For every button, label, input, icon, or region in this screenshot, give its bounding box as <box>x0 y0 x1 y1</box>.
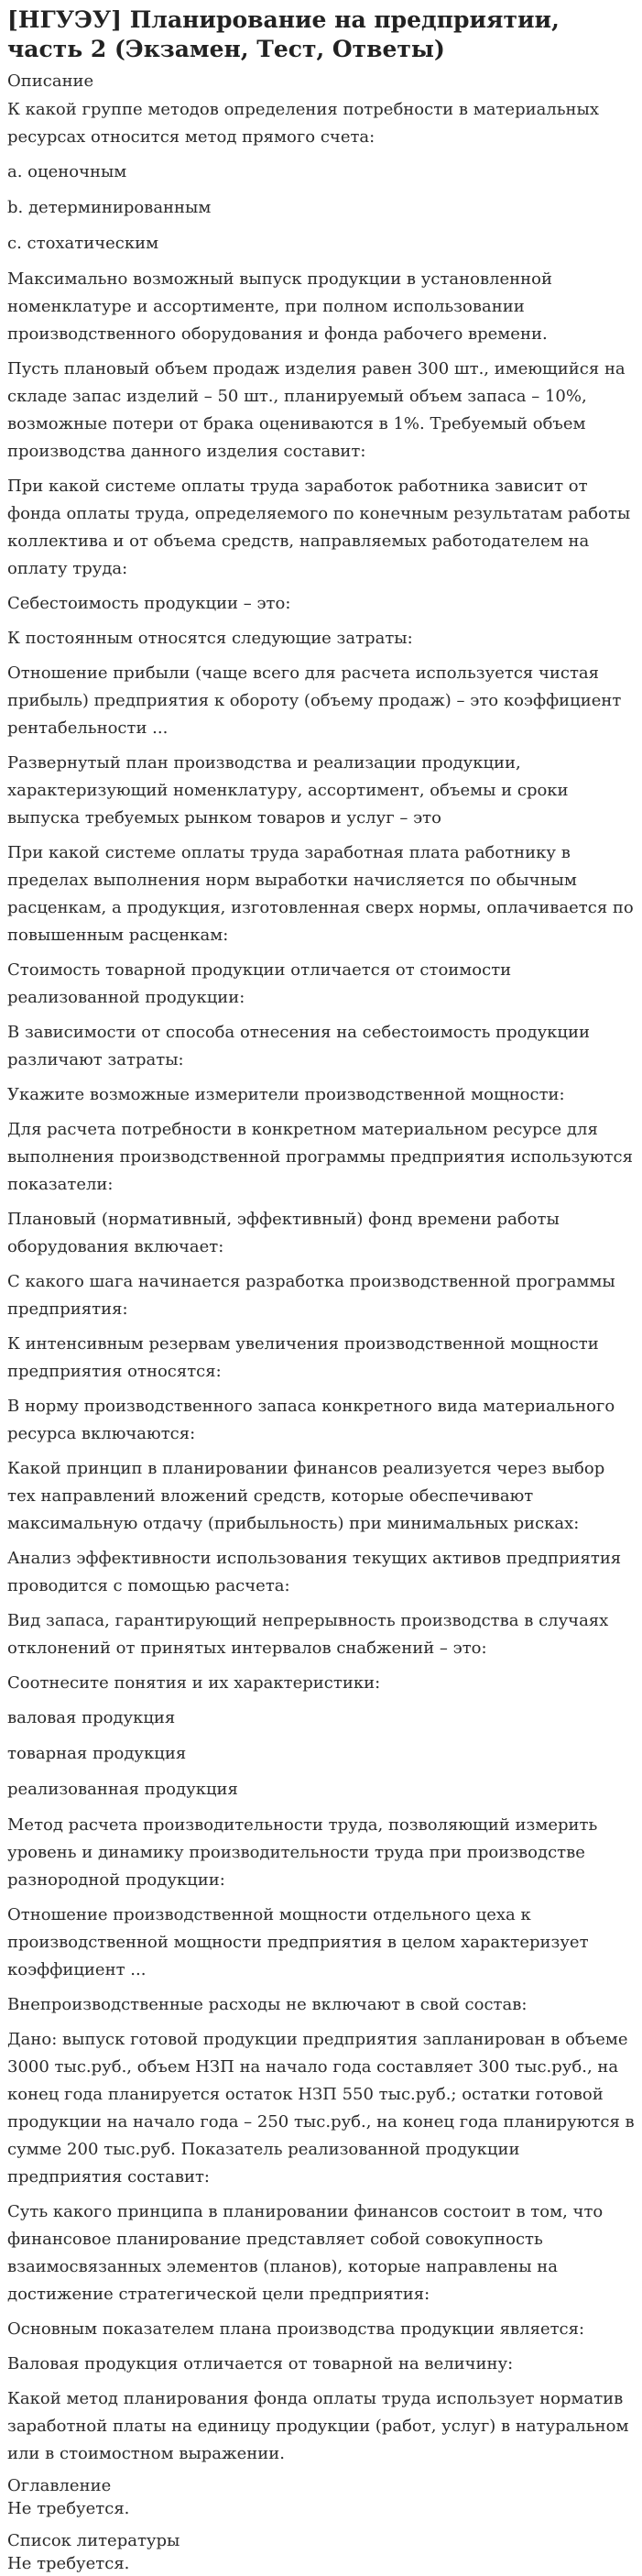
question-text: Анализ эффективности использования текущих активов предприятия проводится с помощью расчета: <box>7 1549 622 1595</box>
toc-label: Оглавление <box>7 2476 112 2495</box>
question-text: Для расчета потребности в конкретном материальном ресурсе для выполнения производственной программы предприятия используются показатели: <box>7 1120 633 1194</box>
question-text: Вид запаса, гарантирующий непрерывность производства в случаях отклонений от принятых интервалов снабжений – это: <box>7 1611 609 1658</box>
answer-option: реализованная продукция <box>7 1780 238 1799</box>
answer-option: товарная продукция <box>7 1744 187 1763</box>
question-text: Стоимость товарной продукции отличается от стоимости реализованной продукции: <box>7 960 512 1007</box>
question-text: Плановый (нормативный, эффективный) фонд времени работы оборудования включает: <box>7 1210 560 1256</box>
question-text: Отношение прибыли (чаще всего для расчета используется чистая прибыль) предприятия к обороту (объему продаж) – это коэффициент рентабельности ... <box>7 663 622 738</box>
question-text: Развернутый план производства и реализации продукции, характеризующий номенклатуру, ассортимент, объемы и сроки выпуска требуемых рынком товаров и услуг – это <box>7 753 569 828</box>
question-text: К интенсивным резервам увеличения производственной мощности предприятия относятся: <box>7 1334 599 1381</box>
question-text: Метод расчета производительности труда, позволяющий измерить уровень и динамику производительности труда при производстве разнородной продукции: <box>7 1815 598 1890</box>
question-text: Максимально возможный выпуск продукции в установленной номенклатуре и ассортименте, при полном использовании производственного оборудования и фонда рабочего времени. <box>7 269 553 344</box>
question-text: Отношение производственной мощности отдельного цеха к производственной мощности предприятия в целом характеризует коэффициент ... <box>7 1905 589 1979</box>
question-text: Дано: выпуск готовой продукции предприятия запланирован в объеме 3000 тыс.руб., объем НЗП на начало года составляет 300 тыс.руб., на конец года планируется остаток НЗП 550 тыс.руб.; остатки готовой продукции на начало года – 250 тыс.руб., на конец года планируются в сумме 200 тыс.руб. Показатель реализованной продукции предприятия составит: <box>7 2030 635 2187</box>
question-text: Пусть плановый объем продаж изделия равен 300 шт., имеющийся на складе запас изделий – 50 шт., планируемый объем запаса – 10%, возможные потери от брака оцениваются в 1%. Требуемый объем производства данного изделия составит: <box>7 359 626 461</box>
question-text: В зависимости от способа отнесения на себестоимость продукции различают затраты: <box>7 1023 590 1069</box>
question-text: При какой системе оплаты труда заработок работника зависит от фонда оплаты труда, определяемого по конечным результатам работы коллектива и от объема средств, направляемых работодателем на оплату труда: <box>7 477 631 578</box>
description-label: Описание <box>7 71 94 91</box>
question-text: К какой группе методов определения потребности в материальных ресурсах относится метод прямого счета: <box>7 100 600 147</box>
question-text: Себестоимость продукции – это: <box>7 594 291 613</box>
references-label: Список литературы <box>7 2531 180 2550</box>
toc-text: Не требуется. <box>7 2499 130 2518</box>
page-title: [НГУЭУ] Планирование на предприятии, часть 2 (Экзамен, Тест, Ответы) <box>7 6 560 62</box>
question-text: Внепроизводственные расходы не включают в свой состав: <box>7 1995 528 2014</box>
answer-option: валовая продукция <box>7 1708 176 1727</box>
question-text: Какой метод планирования фонда оплаты труда использует норматив заработной платы на единицу продукции (работ, услуг) в натуральном или в стоимостном выражении. <box>7 2389 629 2463</box>
question-text: Соотнесите понятия и их характеристики: <box>7 1673 381 1693</box>
answer-option: b. детерминированным <box>7 198 212 217</box>
answer-option: a. оценочным <box>7 162 127 181</box>
answer-option: c. стохатическим <box>7 234 159 253</box>
question-text: Укажите возможные измерители производственной мощности: <box>7 1085 565 1104</box>
question-text: При какой системе оплаты труда заработная плата работнику в пределах выполнения норм выработки начисляется по обычным расценкам, а продукция, изготовленная сверх нормы, оплачивается по повышенным расценкам: <box>7 843 634 945</box>
question-text: Суть какого принципа в планировании финансов состоит в том, что финансовое планирование представляет собой совокупность взаимосвязанных элементов (планов), которые направлены на достижение стратегической цели предприятия: <box>7 2202 604 2304</box>
question-list <box>7 96 635 2468</box>
question-text: В норму производственного запаса конкретного вида материального ресурса включаются: <box>7 1397 615 1443</box>
question-text: С какого шага начинается разработка производственной программы предприятия: <box>7 1272 615 1319</box>
question-text: Какой принцип в планировании финансов реализуется через выбор тех направлений вложений средств, которые обеспечивают максимальную отдачу (прибыльность) при минимальных рисках: <box>7 1459 605 1533</box>
question-text: Основным показателем плана производства продукции является: <box>7 2319 585 2339</box>
references-text: Не требуется. <box>7 2554 130 2573</box>
question-text: Валовая продукция отличается от товарной на величину: <box>7 2354 514 2373</box>
question-text: К постоянным относятся следующие затраты: <box>7 629 413 648</box>
